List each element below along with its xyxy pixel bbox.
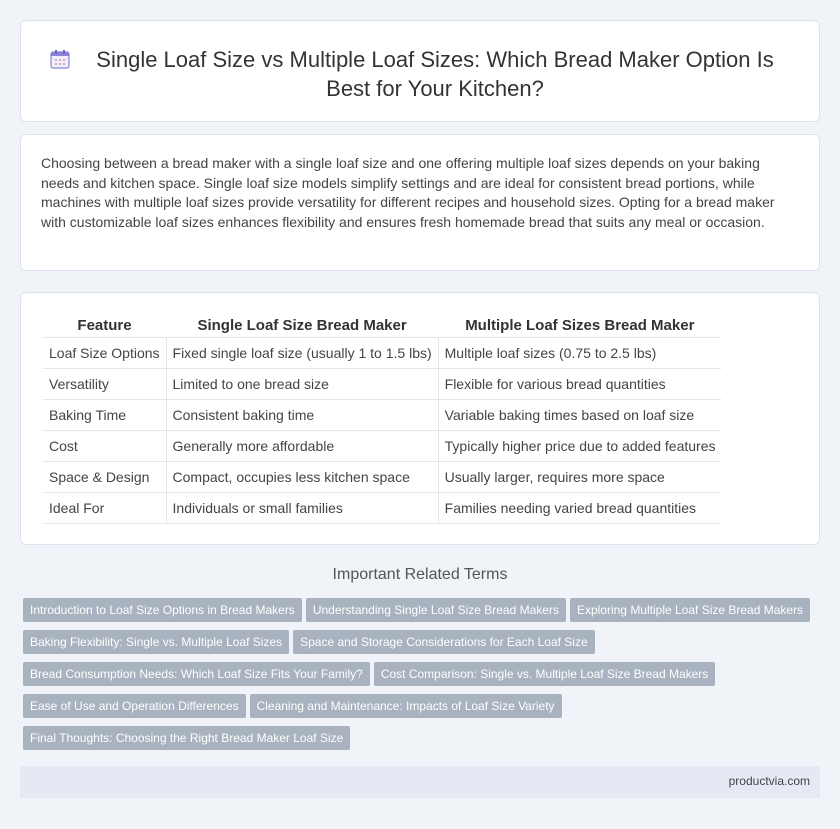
- related-term-tag[interactable]: Space and Storage Considerations for Each Loaf Size: [293, 630, 595, 654]
- related-term-tag[interactable]: Cost Comparison: Single vs. Multiple Loaf Size Bread Makers: [374, 662, 715, 686]
- related-term-tag[interactable]: Cleaning and Maintenance: Impacts of Loaf Size Variety: [250, 694, 562, 718]
- table-cell: Limited to one bread size: [166, 368, 438, 399]
- intro-card: [20, 134, 820, 271]
- related-term-tag[interactable]: Final Thoughts: Choosing the Right Bread Maker Loaf Size: [23, 726, 350, 750]
- table-cell: Ideal For: [43, 492, 166, 523]
- table-row: [43, 461, 721, 492]
- related-terms-list: [23, 598, 823, 758]
- related-term-tag[interactable]: Baking Flexibility: Single vs. Multiple Loaf Sizes: [23, 630, 289, 654]
- related-term-tag[interactable]: Introduction to Loaf Size Options in Bread Makers: [23, 598, 302, 622]
- page-title: Single Loaf Size vs Multiple Loaf Sizes: Which Bread Maker Option Is Best for Your Kitchen?: [96, 47, 774, 101]
- footer: [20, 766, 820, 798]
- footer-site-link[interactable]: productvia.com: [728, 774, 810, 788]
- tag-row: [23, 694, 823, 726]
- table-cell: Compact, occupies less kitchen space: [166, 461, 438, 492]
- table-cell: Versatility: [43, 368, 166, 399]
- related-terms-heading: Important Related Terms: [332, 566, 508, 583]
- table-row: [43, 492, 721, 523]
- column-header-feature: Feature: [43, 315, 166, 337]
- table-cell: Generally more affordable: [166, 430, 438, 461]
- table-cell: Individuals or small families: [166, 492, 438, 523]
- related-term-tag[interactable]: Exploring Multiple Loaf Size Bread Makers: [570, 598, 810, 622]
- table-cell: Multiple loaf sizes (0.75 to 2.5 lbs): [438, 337, 721, 368]
- table-cell: Consistent baking time: [166, 399, 438, 430]
- table-cell: Loaf Size Options: [43, 337, 166, 368]
- table-cell: Variable baking times based on loaf size: [438, 399, 721, 430]
- related-term-tag[interactable]: Ease of Use and Operation Differences: [23, 694, 246, 718]
- table-cell: Usually larger, requires more space: [438, 461, 721, 492]
- table-cell: Fixed single loaf size (usually 1 to 1.5 lbs): [166, 337, 438, 368]
- comparison-table: [43, 315, 721, 524]
- table-cell: Baking Time: [43, 399, 166, 430]
- table-row: [43, 337, 721, 368]
- column-header-multiple: Multiple Loaf Sizes Bread Maker: [438, 315, 721, 337]
- table-cell: Families needing varied bread quantities: [438, 492, 721, 523]
- table-cell: Cost: [43, 430, 166, 461]
- tag-row: [23, 726, 823, 758]
- tag-row: [23, 598, 823, 630]
- table-row: [43, 430, 721, 461]
- title-card: [20, 20, 820, 122]
- tag-row: [23, 630, 823, 662]
- intro-paragraph: Choosing between a bread maker with a single loaf size and one offering multiple loaf sizes depends on your baking needs and kitchen space. Single loaf size models simplify settings and are ideal for consistent bread portions, while machines with multiple loaf sizes provide versatility for different recipes and household sizes. Opting for a bread maker with customizable loaf sizes enhances flexibility and ensures fresh homemade bread that suits any meal or occasion.: [41, 155, 775, 230]
- table-cell: Typically higher price due to added features: [438, 430, 721, 461]
- related-term-tag[interactable]: Bread Consumption Needs: Which Loaf Size Fits Your Family?: [23, 662, 370, 686]
- table-row: [43, 368, 721, 399]
- table-cell: Space & Design: [43, 461, 166, 492]
- table-row: [43, 399, 721, 430]
- tag-row: [23, 662, 823, 694]
- table-cell: Flexible for various bread quantities: [438, 368, 721, 399]
- comparison-card: [20, 292, 820, 545]
- related-term-tag[interactable]: Understanding Single Loaf Size Bread Makers: [306, 598, 566, 622]
- column-header-single: Single Loaf Size Bread Maker: [166, 315, 438, 337]
- table-header-row: [43, 315, 721, 337]
